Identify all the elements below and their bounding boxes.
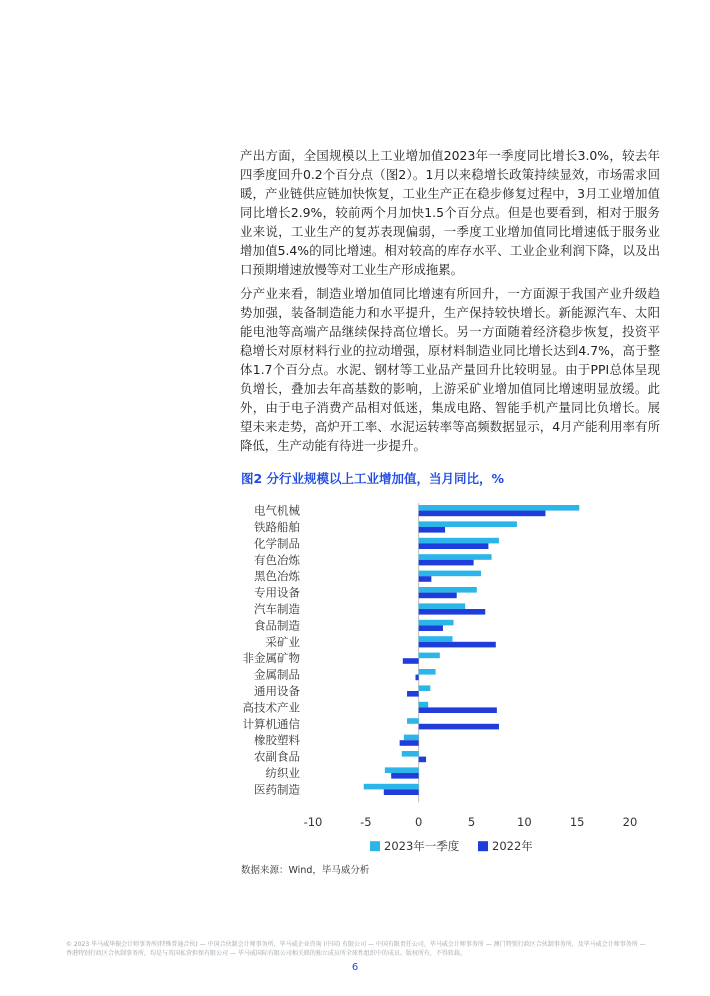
- bar-q1-2023: [419, 521, 517, 527]
- bar-q1-2023: [419, 603, 465, 609]
- x-tick-label: 20: [622, 815, 638, 830]
- category-label: 采矿业: [265, 634, 300, 649]
- bar-q1-2023: [419, 685, 431, 691]
- copyright-footer: © 2023 毕马威华振会计师事务所(特殊普通合伙) — 中国合伙制会计师事务所，毕马威企业咨询 (中国) 有限公司 — 中国有限责任公司，毕马威会计师事务所 — 澳门特别行政区合伙制事务所，及毕马威会计师事务所 — 香港特别行政区合伙制事务所，均是与英国私营担保有限公司 — 毕马威国际有限公司相关联的独立成员所全球性组织中的成员。版权所有，不得转载。: [66, 941, 646, 957]
- bar-2022: [419, 511, 546, 517]
- category-label: 橡胶塑料: [254, 733, 300, 748]
- industry-growth-bar-chart: [230, 495, 650, 855]
- bar-2022: [419, 560, 474, 566]
- legend-label: 2022年: [492, 839, 533, 854]
- category-label: 电气机械: [254, 503, 300, 518]
- x-tick-label: -10: [303, 815, 323, 830]
- bar-2022: [415, 675, 418, 681]
- category-label: 有色冶炼: [254, 552, 300, 567]
- bar-q1-2023: [364, 784, 419, 790]
- bar-q1-2023: [419, 620, 454, 626]
- bar-2022: [419, 576, 432, 582]
- bar-q1-2023: [385, 767, 419, 773]
- category-label: 铁路船舶: [254, 520, 300, 534]
- category-label: 纺织业: [265, 766, 300, 780]
- category-label: 汽车制造: [254, 602, 300, 616]
- bar-q1-2023: [419, 587, 477, 593]
- bar-2022: [419, 527, 445, 533]
- bar-q1-2023: [419, 538, 499, 544]
- bar-2022: [419, 642, 496, 648]
- bar-q1-2023: [419, 669, 436, 675]
- category-label: 非金属矿物: [242, 651, 300, 666]
- category-label: 食品制造: [254, 618, 300, 633]
- bar-2022: [419, 757, 426, 763]
- bar-q1-2023: [419, 505, 580, 511]
- x-tick-label: 0: [415, 815, 423, 830]
- bar-q1-2023: [419, 571, 481, 577]
- body-paragraph-output: 产出方面，全国规模以上工业增加值2023年一季度同比增长3.0%，较去年四季度回升0.2个百分点（图2）。1月以来稳增长政策持续显效，市场需求回暖，产业链供应链加快恢复，工业生产正在稳步修复过程中，3月工业增加值同比增长2.9%，较前两个月加快1.5个百分点。但是也要看到，相对于服务业来说，工业生产的复苏表现偏弱，一季度工业增加值同比增速低于服务业增加值5.4%的同比增速。相对较高的库存水平、工业企业利润下降，以及出口预期增速放慢等对工业生产形成拖累。: [240, 148, 660, 277]
- page-number: 6: [351, 962, 359, 973]
- figure-title: 图2 分行业规模以上工业增加值，当月同比，%: [241, 471, 505, 486]
- bar-q1-2023: [419, 636, 453, 642]
- legend-swatch: [370, 841, 380, 851]
- bar-q1-2023: [404, 735, 419, 741]
- data-source-note: 数据来源：Wind，毕马威分析: [241, 865, 370, 876]
- category-label: 化学制品: [254, 536, 300, 551]
- x-tick-label: 15: [569, 815, 585, 830]
- bar-2022: [419, 609, 486, 615]
- bar-q1-2023: [407, 718, 419, 724]
- bar-2022: [400, 740, 419, 746]
- legend-swatch: [478, 841, 488, 851]
- bar-2022: [391, 773, 418, 779]
- x-tick-label: 10: [517, 815, 532, 830]
- category-label: 高技术产业: [242, 700, 300, 715]
- bar-q1-2023: [419, 653, 440, 659]
- bar-2022: [419, 625, 443, 631]
- bar-2022: [403, 658, 419, 664]
- body-paragraph-industry: 分产业来看，制造业增加值同比增速有所回升，一方面源于我国产业升级趋势加强，装备制造能力和水平提升，生产保持较快增长。新能源汽车、太阳能电池等高端产品继续保持高位增长。另一方面随着经济稳步恢复，投资平稳增长对原材料行业的拉动增强，原材料制造业同比增长达到4.7%，高于整体1.7个百分点。水泥、钢材等工业品产量回升比较明显。由于PPI总体呈现负增长，叠加去年高基数的影响，上游采矿业增加值同比增速明显放缓。此外，由于电子消费产品相对低迷，集成电路、智能手机产量同比负增长。展望未来走势，高炉开工率、水泥运转率等高频数据显示，4月产能利用率有所降低，生产动能有待进一步提升。: [240, 286, 660, 453]
- category-label: 计算机通信: [242, 716, 300, 731]
- category-label: 通用设备: [254, 684, 300, 698]
- category-label: 黑色冶炼: [254, 569, 300, 584]
- bar-2022: [384, 789, 419, 795]
- bar-q1-2023: [402, 751, 419, 757]
- bar-2022: [419, 593, 457, 599]
- category-label: 农副食品: [254, 749, 300, 764]
- legend-label: 2023年一季度: [384, 839, 460, 854]
- bar-q1-2023: [419, 554, 492, 560]
- bar-2022: [419, 543, 489, 549]
- category-label: 医药制造: [254, 782, 300, 797]
- bar-2022: [419, 707, 497, 713]
- category-label: 专用设备: [254, 585, 300, 600]
- bar-2022: [407, 691, 419, 697]
- bar-q1-2023: [419, 702, 429, 708]
- bar-2022: [419, 724, 499, 730]
- category-label: 金属制品: [254, 667, 300, 682]
- x-tick-label: -5: [360, 815, 372, 830]
- x-tick-label: 5: [467, 815, 476, 830]
